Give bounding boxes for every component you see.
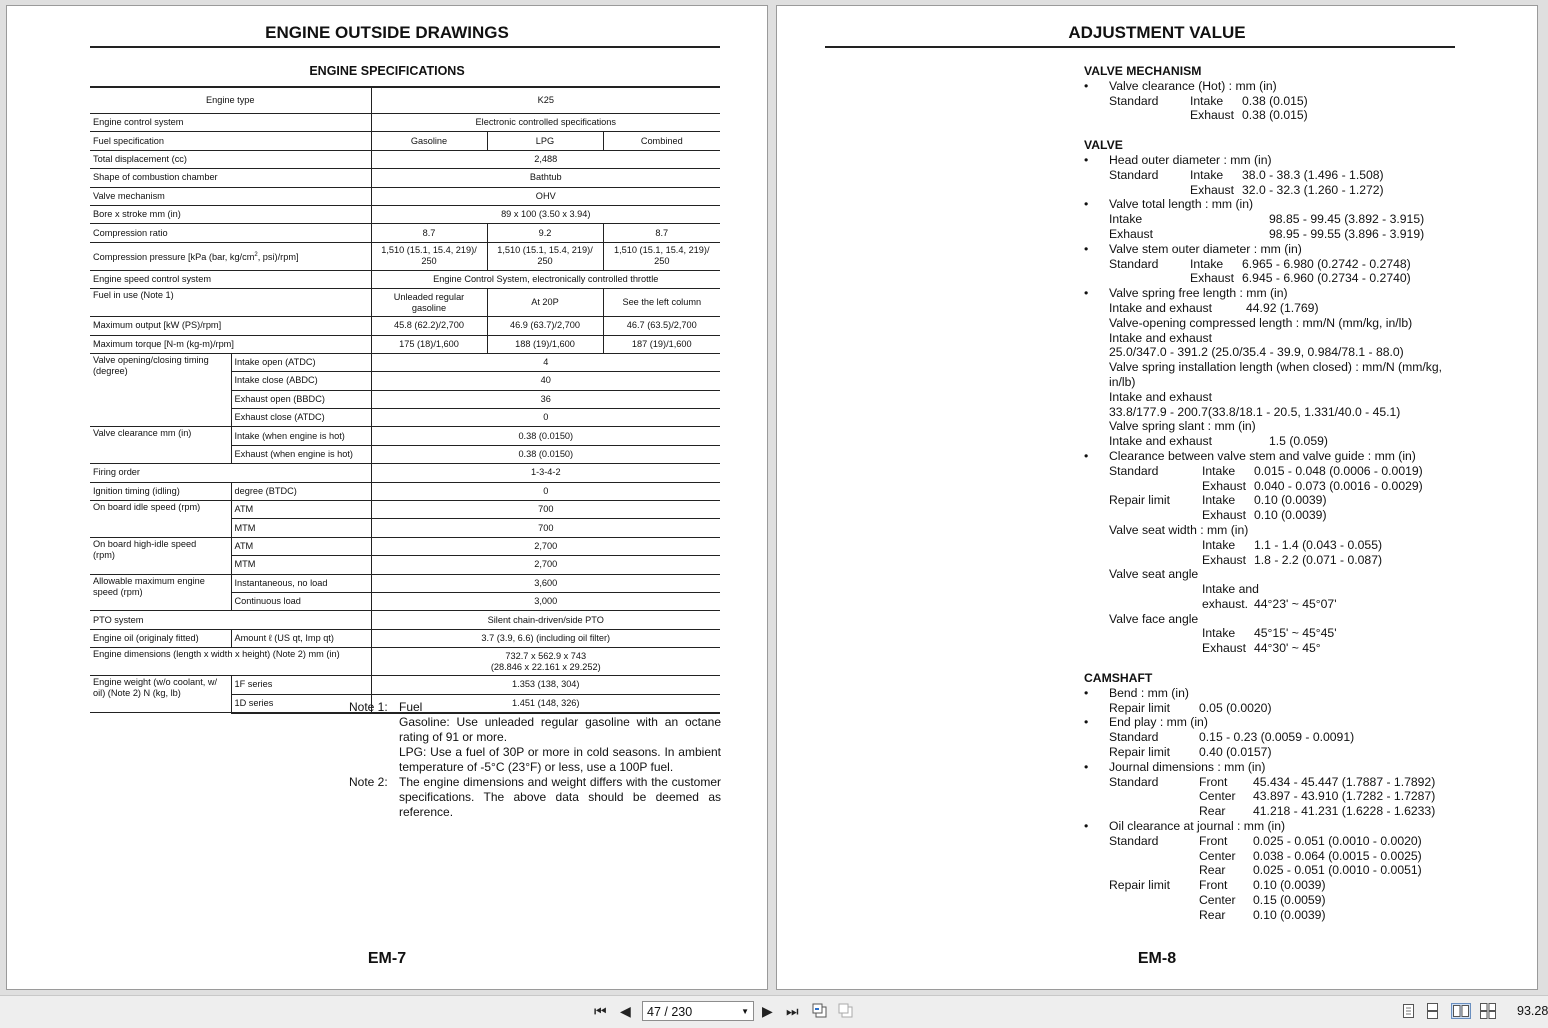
section-heading: VALVE MECHANISM bbox=[1084, 64, 1202, 78]
table-row: MTM 2,700 bbox=[90, 556, 720, 574]
previous-page-icon[interactable]: ◀ bbox=[620, 1003, 631, 1019]
list-item: • Valve total length : mm (in) bbox=[1084, 197, 1254, 212]
page-number: EM-8 bbox=[1137, 950, 1177, 967]
chevron-down-icon[interactable]: ▼ bbox=[741, 1007, 749, 1016]
list-item: • End play : mm (in) bbox=[1084, 715, 1208, 730]
table-row: Engine weight (w/o coolant, w/ oil) (Note 2) N (kg, lb) 1F series 1.353 (138, 304) bbox=[90, 676, 720, 694]
section-heading: CAMSHAFT bbox=[1084, 671, 1153, 686]
table-row: PTO system Silent chain-driven/side PTO bbox=[90, 611, 720, 629]
table-row: Exhaust (when engine is hot) 0.38 (0.0150) bbox=[90, 445, 720, 463]
list-item: • Head outer diameter : mm (in) bbox=[1084, 152, 1272, 167]
table-row: Total displacement (cc) 2,488 bbox=[90, 150, 720, 168]
first-page-icon[interactable]: ⏮ bbox=[594, 1003, 607, 1019]
table-row: Bore x stroke mm (in) 89 x 100 (3.50 x 3.94) bbox=[90, 205, 720, 223]
list-item: • Oil clearance at journal : mm (in) bbox=[1084, 819, 1286, 834]
notes bbox=[349, 700, 721, 820]
table-row: Engine type K25 bbox=[90, 87, 720, 114]
table-row: Fuel in use (Note 1) Unleaded regular gasoline At 20P See the left column bbox=[90, 289, 720, 317]
table-row: On board high-idle speed (rpm) ATM 2,700 bbox=[90, 537, 720, 555]
table-row: MTM 700 bbox=[90, 519, 720, 537]
table-row: Maximum torque [N-m (kg-m)/rpm] 175 (18)/1,600 188 (19)/1,600 187 (19)/1,600 bbox=[90, 335, 720, 353]
table-row: Firing order 1-3-4-2 bbox=[90, 464, 720, 482]
list-item: • Journal dimensions : mm (in) bbox=[1084, 759, 1266, 774]
table-row: Exhaust open (BBDC) 36 bbox=[90, 390, 720, 408]
continuous-view-icon[interactable] bbox=[1426, 1003, 1440, 1022]
spec-table bbox=[90, 86, 720, 714]
table-row: Allowable maximum engine speed (rpm) Instantaneous, no load 3,600 bbox=[90, 574, 720, 592]
page-title: ENGINE OUTSIDE DRAWINGS bbox=[265, 23, 509, 42]
table-row: Engine speed control system Engine Control System, electronically controlled throttle bbox=[90, 270, 720, 288]
adjustment-values: VALVE MECHANISM • Valve clearance (Hot) : mm (in) Standard Intake 0.38 (0.015) Exhaust 0.38 (0.015) VALVE • Head outer diameter : mm (in) Standard Intake 38.0 - 38.3 (1.496 - 1.508) Exhaust 32.0 - 32.3 (1.260 - 1.272) • Valve total length : mm (in) Intake 98.85 - 99.45 (3.892 - 3.915) Exhaust 98.95 - 99.55 (3.896 - 3.919) • Valve stem outer diameter : mm (in) Standard Intake 6.965 - 6.980 (0.2742 - 0.2748) Exhaust 6.945 - 6.960 (0.2734 - 0.2740) • Valve spring free length : mm (in) Intake and exhaust 44.92 (1.769) Valve-opening compressed length : mm/N (mm/kg, in/lb) Intake and exhaust 25.0/347.0 - 391.2 (25.0/35.4 - 39.9, 0.984/78.1 - 88.0) Valve spring installation length (when closed) : mm/N (mm/kg, in/lb) Intake and exhaust 33.8/177.9 - 200.7(33.8/18.1 - 20.5, 1.331/40.0 - 45.1) Valve spring slant : mm (in) Intake and exhaust 1.5 (0.059) • Clearance between valve stem and valve guide : mm (in) Standard Intake 0.015 - 0.048 (0.0006 - 0.0019) Exhaust 0.040 - 0.073 (0.0016 - 0.0029) Repair limit Intake 0.10 (0.0039) Exhaust 0.10 (0.0039) Valve seat width : mm (in) Intake 1.1 - 1.4 (0.043 - 0.055) Exhaust 1.8 - 2.2 (0.071 - 0.087) Valve seat angle Intake and exhaust. 44°23' ~ 45°07' Valve face angle Intake 45°15' ~ 45°45' Exhaust 44°30' ~ 45° CAMSHAFT • Bend : mm (in) Repair limit 0.05 (0.0020) • End play : mm (in) Standard 0.15 - 0.23 (0.0059 - 0.0091) Repair limit 0.40 (0.0157) • Journal dimensions : mm (in) Standard Front 45.434 - 45.447 (1.7887 - 1.7892) Center 43.897 - 43.910 (1.7282 - 1.7287) Rear 41.218 - 41.231 (1.6228 - 1.6233) • Oil clearance at journal : mm (in) Standard Front 0.025 - 0.051 (0.0010 - 0.0020) Center 0.038 - 0.064 (0.0015 - 0.0025) Rear 0.025 - 0.051 (0.0010 - 0.0051) Repair limit Front 0.10 (0.0039) Center 0.15 (0.0059) Rear 0.10 (0.0039) bbox=[1084, 64, 1464, 923]
back-view-icon[interactable] bbox=[812, 1003, 828, 1022]
zoom-level[interactable]: 93.28 bbox=[1517, 1004, 1548, 1018]
table-row: Engine dimensions (length x width x height) (Note 2) mm (in) 732.7 x 562.9 x 743 (28.846 x 22.161 x 29.252) bbox=[90, 648, 720, 676]
table-row: Valve mechanism OHV bbox=[90, 187, 720, 205]
facing-pages-view-icon[interactable] bbox=[1451, 1003, 1471, 1022]
right-page bbox=[776, 5, 1538, 990]
single-page-view-icon[interactable] bbox=[1402, 1003, 1416, 1022]
table-title: ENGINE SPECIFICATIONS bbox=[309, 64, 465, 78]
table-row: Maximum output [kW (PS)/rpm] 45.8 (62.2)/2,700 46.9 (63.7)/2,700 46.7 (63.5)/2,700 bbox=[90, 317, 720, 335]
note-2: Note 2: The engine dimensions and weight differs with the customer specifications. The above data should be deemed as reference. bbox=[349, 775, 721, 819]
table-row: Ignition timing (idling) degree (BTDC) 0 bbox=[90, 482, 720, 500]
table-row: Valve opening/closing timing (degree) Intake open (ATDC) 4 bbox=[90, 353, 720, 371]
table-row: Valve clearance mm (in) Intake (when engine is hot) 0.38 (0.0150) bbox=[90, 427, 720, 445]
last-page-icon[interactable]: ⏭ bbox=[786, 1003, 799, 1019]
table-row: Compression pressure [kPa (bar, $kg/cm^2$, psi)/rpm] 1,510 (15.1, 15.4, 219)/ 250 1,510 (15.1, 15.4, 219)/ 250 1,510 (15.1, 15.4, 219)/ 250 bbox=[90, 242, 720, 270]
forward-view-icon[interactable] bbox=[838, 1003, 854, 1022]
list-item: • Valve spring free length : mm (in) bbox=[1084, 286, 1288, 301]
page-number: EM-7 bbox=[367, 950, 407, 967]
table-row: Engine oil (originaly fitted) Amount ℓ (US qt, Imp qt) 3.7 (3.9, 6.6) (including oil filter) bbox=[90, 629, 720, 647]
table-row: Continuous load 3,000 bbox=[90, 592, 720, 610]
list-item: • Valve clearance (Hot) : mm (in) bbox=[1084, 78, 1277, 93]
list-item: • Valve stem outer diameter : mm (in) bbox=[1084, 241, 1302, 256]
table-row: Shape of combustion chamber Bathtub bbox=[90, 169, 720, 187]
page-title: ADJUSTMENT VALUE bbox=[1068, 23, 1246, 42]
continuous-facing-view-icon[interactable] bbox=[1480, 1003, 1496, 1022]
table-row: Intake close (ABDC) 40 bbox=[90, 372, 720, 390]
list-item: • Clearance between valve stem and valve guide : mm (in) bbox=[1084, 448, 1416, 463]
section-heading: VALVE bbox=[1084, 138, 1123, 153]
table-row: 1D series 1.451 (148, 326) bbox=[90, 694, 720, 713]
next-page-icon[interactable]: ▶ bbox=[762, 1003, 773, 1019]
left-page bbox=[6, 5, 768, 990]
title-rule bbox=[90, 46, 720, 48]
note-1: Note 1: Fuel Gasoline: Use unleaded regular gasoline with an octane rating of 91 or more. LPG: Use a fuel of 30P or more in cold seasons. In ambient temperature of -5°C (23°F) or less, use a 100P fuel. bbox=[349, 700, 721, 774]
table-row: Engine control system Electronic controlled specifications bbox=[90, 114, 720, 132]
title-rule bbox=[825, 46, 1455, 48]
table-row: Compression ratio 8.7 9.2 8.7 bbox=[90, 224, 720, 242]
table-row: Fuel specification Gasoline LPG Combined bbox=[90, 132, 720, 150]
page-number-input[interactable]: 47 / 230 ▼ bbox=[642, 1001, 754, 1021]
list-item: • Bend : mm (in) bbox=[1084, 685, 1189, 700]
viewer-toolbar bbox=[0, 995, 1548, 1028]
table-row: Exhaust close (ATDC) 0 bbox=[90, 409, 720, 427]
table-row: On board idle speed (rpm) ATM 700 bbox=[90, 501, 720, 519]
